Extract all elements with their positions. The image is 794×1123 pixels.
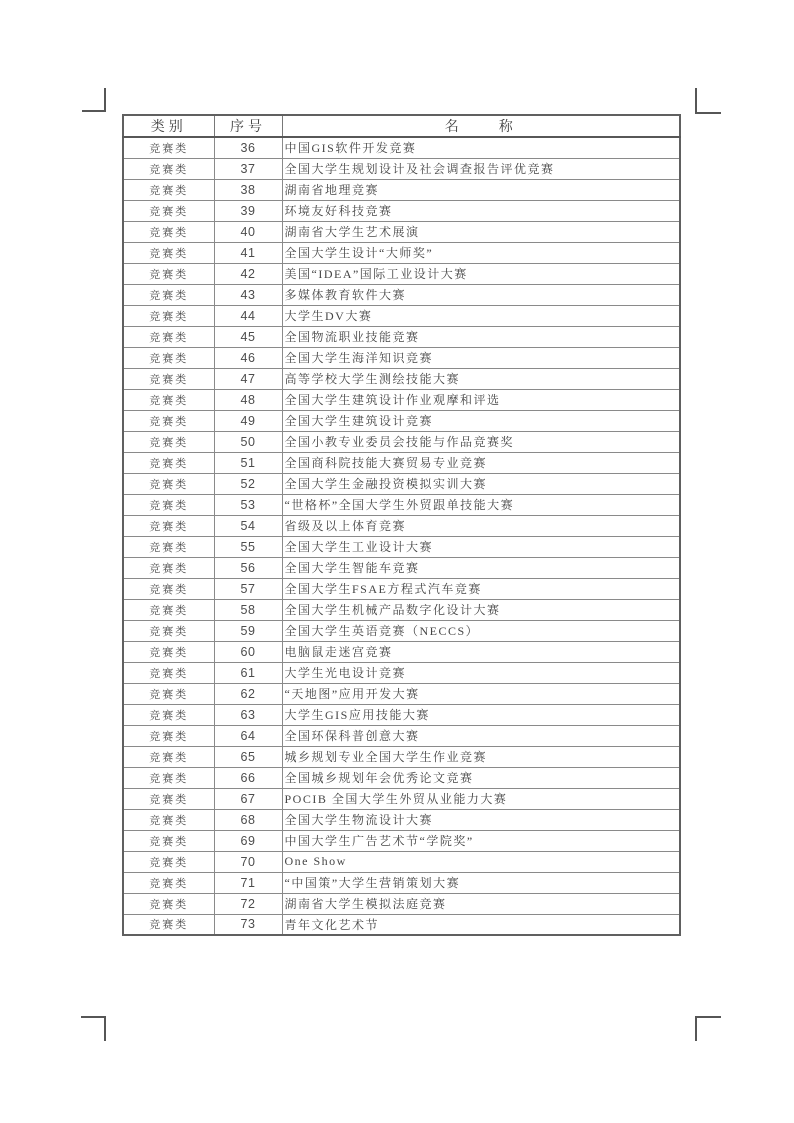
table-row (123, 578, 680, 599)
category-cell: 竞赛类 (123, 914, 214, 935)
table-row (123, 767, 680, 788)
number-cell: 37 (214, 158, 282, 179)
table-row (123, 347, 680, 368)
name-cell: 大学生DV大赛 (282, 305, 680, 326)
table-row (123, 851, 680, 872)
number-cell: 52 (214, 473, 282, 494)
header-name: 名 称 (282, 115, 680, 137)
category-cell: 竞赛类 (123, 242, 214, 263)
table-row (123, 305, 680, 326)
table-row (123, 893, 680, 914)
table-row (123, 326, 680, 347)
category-cell: 竞赛类 (123, 872, 214, 893)
table-row (123, 431, 680, 452)
category-cell: 竞赛类 (123, 641, 214, 662)
name-cell: 电脑鼠走迷宫竞赛 (282, 641, 680, 662)
name-cell: 中国GIS软件开发竞赛 (282, 137, 680, 158)
category-cell: 竞赛类 (123, 410, 214, 431)
number-cell: 44 (214, 305, 282, 326)
number-cell: 50 (214, 431, 282, 452)
number-cell: 49 (214, 410, 282, 431)
table-row (123, 788, 680, 809)
crop-mark-top-right-icon (695, 88, 721, 114)
number-cell: 43 (214, 284, 282, 305)
table-header-row (123, 115, 680, 137)
table-row (123, 389, 680, 410)
category-cell: 竞赛类 (123, 347, 214, 368)
category-cell: 竞赛类 (123, 704, 214, 725)
number-cell: 45 (214, 326, 282, 347)
table-row (123, 620, 680, 641)
name-cell: One Show (282, 851, 680, 872)
category-cell: 竞赛类 (123, 746, 214, 767)
category-cell: 竞赛类 (123, 851, 214, 872)
table-row (123, 599, 680, 620)
category-cell: 竞赛类 (123, 326, 214, 347)
table-row (123, 242, 680, 263)
category-cell: 竞赛类 (123, 620, 214, 641)
category-cell: 竞赛类 (123, 578, 214, 599)
table-row (123, 368, 680, 389)
category-cell: 竞赛类 (123, 137, 214, 158)
name-cell: 全国大学生机械产品数字化设计大赛 (282, 599, 680, 620)
category-cell: 竞赛类 (123, 557, 214, 578)
number-cell: 66 (214, 767, 282, 788)
number-cell: 64 (214, 725, 282, 746)
table-row (123, 683, 680, 704)
number-cell: 56 (214, 557, 282, 578)
category-cell: 竞赛类 (123, 599, 214, 620)
name-cell: 湖南省大学生艺术展演 (282, 221, 680, 242)
table-row (123, 452, 680, 473)
category-cell: 竞赛类 (123, 158, 214, 179)
number-cell: 60 (214, 641, 282, 662)
table-row (123, 284, 680, 305)
name-cell: 环境友好科技竞赛 (282, 200, 680, 221)
name-cell: 全国大学生海洋知识竞赛 (282, 347, 680, 368)
number-cell: 39 (214, 200, 282, 221)
category-cell: 竞赛类 (123, 389, 214, 410)
name-cell: 湖南省地理竞赛 (282, 179, 680, 200)
number-cell: 70 (214, 851, 282, 872)
table-row (123, 536, 680, 557)
crop-mark-bottom-right-icon (695, 1016, 721, 1041)
name-cell: 全国环保科普创意大赛 (282, 725, 680, 746)
name-cell: 省级及以上体育竞赛 (282, 515, 680, 536)
table-row (123, 137, 680, 158)
number-cell: 42 (214, 263, 282, 284)
number-cell: 41 (214, 242, 282, 263)
number-cell: 73 (214, 914, 282, 935)
category-cell: 竞赛类 (123, 788, 214, 809)
table-row (123, 662, 680, 683)
name-cell: 青年文化艺术节 (282, 914, 680, 935)
number-cell: 68 (214, 809, 282, 830)
table-row (123, 494, 680, 515)
table-row (123, 473, 680, 494)
table-row (123, 221, 680, 242)
category-cell: 竞赛类 (123, 263, 214, 284)
category-cell: 竞赛类 (123, 221, 214, 242)
table-row (123, 704, 680, 725)
number-cell: 55 (214, 536, 282, 557)
number-cell: 57 (214, 578, 282, 599)
category-cell: 竞赛类 (123, 515, 214, 536)
number-cell: 36 (214, 137, 282, 158)
category-cell: 竞赛类 (123, 452, 214, 473)
name-cell: 全国大学生智能车竞赛 (282, 557, 680, 578)
category-cell: 竞赛类 (123, 536, 214, 557)
number-cell: 63 (214, 704, 282, 725)
category-cell: 竞赛类 (123, 431, 214, 452)
table-row (123, 725, 680, 746)
name-cell: 全国物流职业技能竞赛 (282, 326, 680, 347)
number-cell: 67 (214, 788, 282, 809)
name-cell: 全国大学生物流设计大赛 (282, 809, 680, 830)
name-cell: 湖南省大学生模拟法庭竞赛 (282, 893, 680, 914)
name-cell: 全国城乡规划年会优秀论文竞赛 (282, 767, 680, 788)
name-cell: 全国大学生建筑设计作业观摩和评选 (282, 389, 680, 410)
name-cell: 全国大学生建筑设计竞赛 (282, 410, 680, 431)
name-cell: 全国大学生工业设计大赛 (282, 536, 680, 557)
name-cell: 全国商科院技能大赛贸易专业竞赛 (282, 452, 680, 473)
name-cell: 全国大学生金融投资模拟实训大赛 (282, 473, 680, 494)
name-cell: 全国大学生设计“大师奖” (282, 242, 680, 263)
number-cell: 54 (214, 515, 282, 536)
name-cell: 全国大学生FSAE方程式汽车竞赛 (282, 578, 680, 599)
table-row (123, 200, 680, 221)
category-cell: 竞赛类 (123, 179, 214, 200)
table-row (123, 746, 680, 767)
name-cell: “中国策”大学生营销策划大赛 (282, 872, 680, 893)
number-cell: 59 (214, 620, 282, 641)
table-row (123, 914, 680, 935)
category-cell: 竞赛类 (123, 725, 214, 746)
category-cell: 竞赛类 (123, 284, 214, 305)
name-cell: 全国大学生英语竞赛（NECCS） (282, 620, 680, 641)
table-row (123, 263, 680, 284)
category-cell: 竞赛类 (123, 305, 214, 326)
name-cell: POCIB 全国大学生外贸从业能力大赛 (282, 788, 680, 809)
name-cell: 城乡规划专业全国大学生作业竞赛 (282, 746, 680, 767)
category-cell: 竞赛类 (123, 683, 214, 704)
table-row (123, 410, 680, 431)
number-cell: 71 (214, 872, 282, 893)
number-cell: 62 (214, 683, 282, 704)
category-cell: 竞赛类 (123, 767, 214, 788)
name-cell: 全国小教专业委员会技能与作品竞赛奖 (282, 431, 680, 452)
name-cell: “世格杯”全国大学生外贸跟单技能大赛 (282, 494, 680, 515)
name-cell: “天地图”应用开发大赛 (282, 683, 680, 704)
number-cell: 53 (214, 494, 282, 515)
number-cell: 65 (214, 746, 282, 767)
number-cell: 69 (214, 830, 282, 851)
number-cell: 61 (214, 662, 282, 683)
category-cell: 竞赛类 (123, 809, 214, 830)
header-category: 类别 (123, 115, 214, 137)
number-cell: 46 (214, 347, 282, 368)
category-cell: 竞赛类 (123, 662, 214, 683)
table-row (123, 830, 680, 851)
category-cell: 竞赛类 (123, 200, 214, 221)
number-cell: 51 (214, 452, 282, 473)
table-row (123, 179, 680, 200)
name-cell: 全国大学生规划设计及社会调查报告评优竞赛 (282, 158, 680, 179)
competition-table (122, 114, 681, 936)
category-cell: 竞赛类 (123, 830, 214, 851)
table-row (123, 557, 680, 578)
name-cell: 大学生光电设计竞赛 (282, 662, 680, 683)
crop-mark-bottom-left-icon (81, 1016, 106, 1041)
name-cell: 多媒体教育软件大赛 (282, 284, 680, 305)
number-cell: 72 (214, 893, 282, 914)
table-row (123, 515, 680, 536)
category-cell: 竞赛类 (123, 368, 214, 389)
table-row (123, 809, 680, 830)
category-cell: 竞赛类 (123, 494, 214, 515)
number-cell: 40 (214, 221, 282, 242)
category-cell: 竞赛类 (123, 473, 214, 494)
number-cell: 48 (214, 389, 282, 410)
number-cell: 47 (214, 368, 282, 389)
category-cell: 竞赛类 (123, 893, 214, 914)
table-row (123, 158, 680, 179)
name-cell: 中国大学生广告艺术节“学院奖” (282, 830, 680, 851)
number-cell: 58 (214, 599, 282, 620)
name-cell: 美国“IDEA”国际工业设计大赛 (282, 263, 680, 284)
name-cell: 高等学校大学生测绘技能大赛 (282, 368, 680, 389)
header-number: 序号 (214, 115, 282, 137)
table-row (123, 872, 680, 893)
number-cell: 38 (214, 179, 282, 200)
name-cell: 大学生GIS应用技能大赛 (282, 704, 680, 725)
crop-mark-top-left-icon (82, 88, 106, 112)
table-row (123, 641, 680, 662)
